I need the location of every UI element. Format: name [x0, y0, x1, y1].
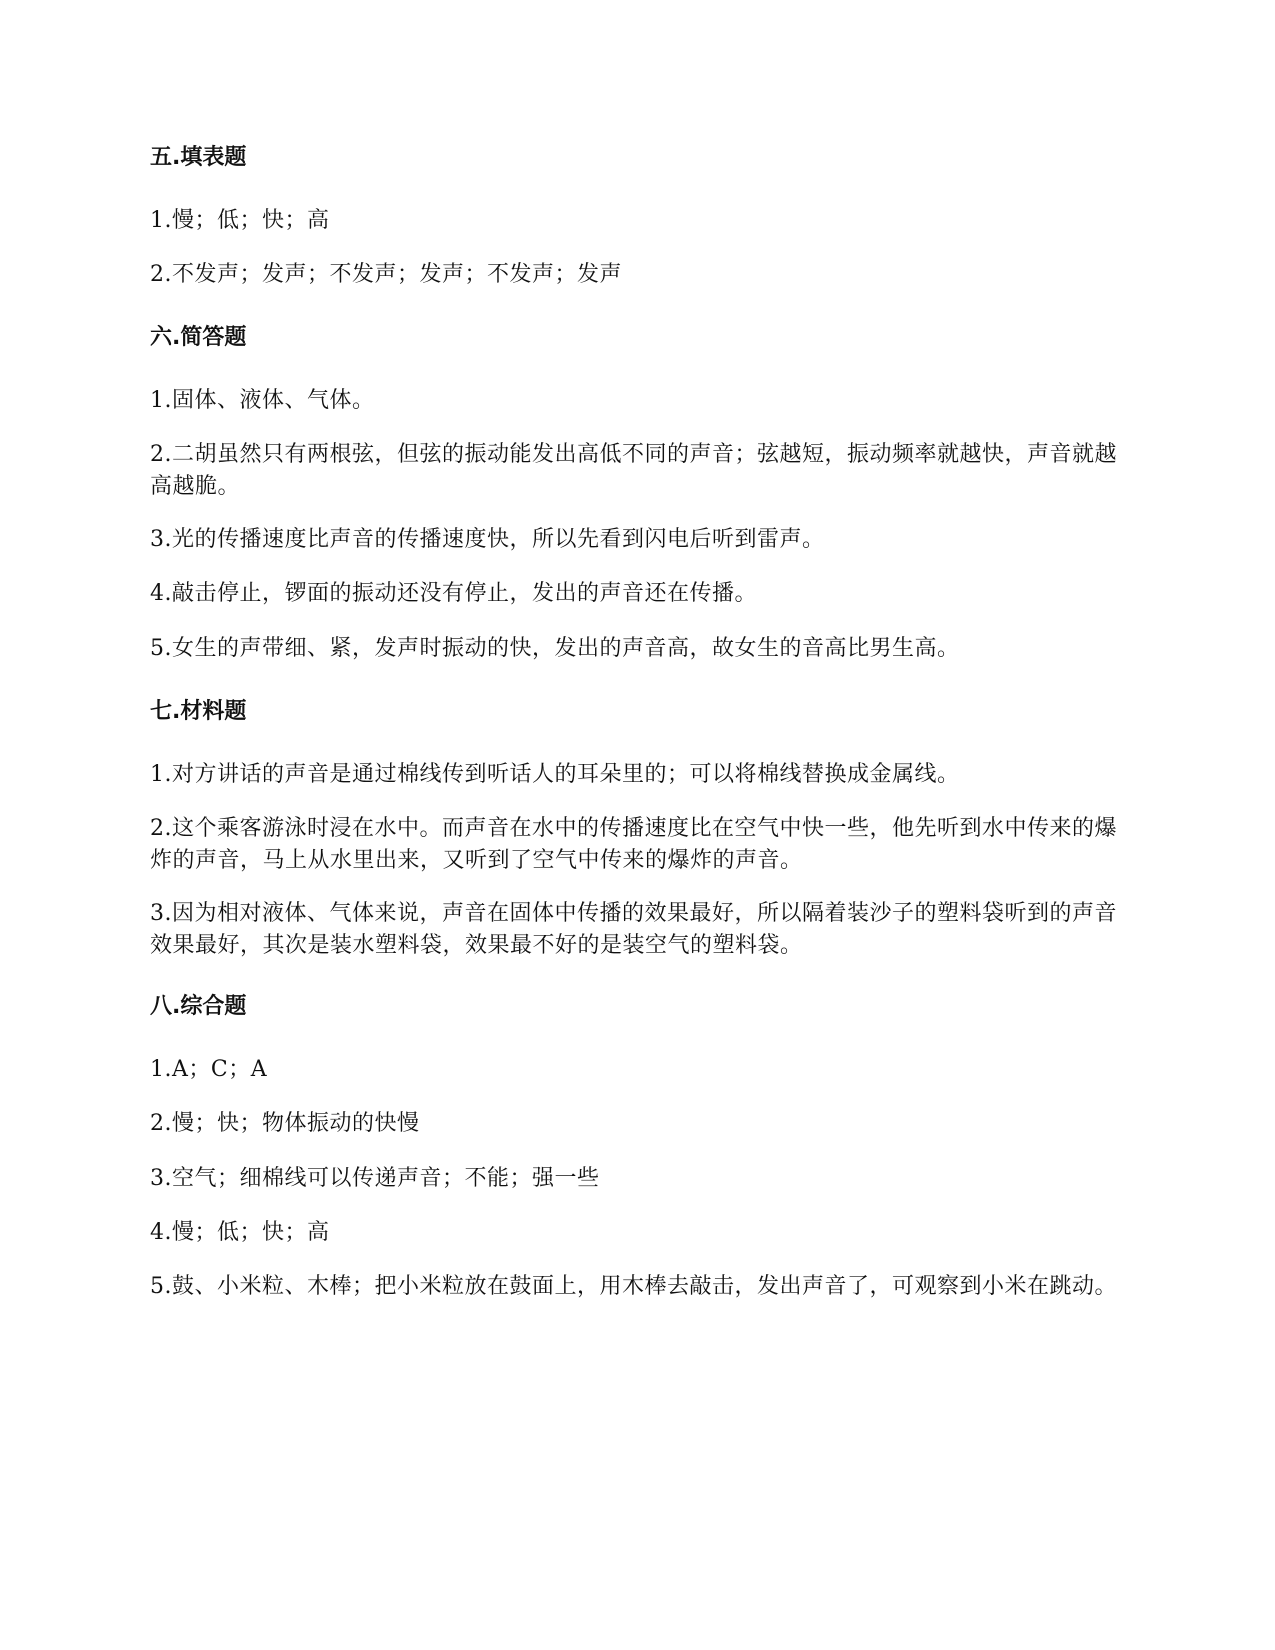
answer-item: 1.A；C；A — [150, 1057, 268, 1082]
answer-item: 3.光的传播速度比声音的传播速度快，所以先看到闪电后听到雷声。 — [150, 527, 825, 552]
answer-item: 1.对方讲话的声音是通过棉线传到听话人的耳朵里的；可以将棉线替换成金属线。 — [150, 762, 960, 787]
answer-item: 2.二胡虽然只有两根弦，但弦的振动能发出高低不同的声音；弦越短，振动频率就越快，声音就越高越脆。 — [150, 442, 1117, 499]
section-title-8: 八.综合题 — [150, 994, 247, 1019]
answer-item: 2.慢；快；物体振动的快慢 — [150, 1111, 420, 1136]
answer-item: 3.空气；细棉线可以传递声音；不能；强一些 — [150, 1166, 600, 1191]
answer-item: 1.固体、液体、气体。 — [150, 388, 375, 413]
answer-item: 5.鼓、小米粒、木棒；把小米粒放在鼓面上，用木棒去敲击，发出声音了，可观察到小米在跳动。 — [150, 1274, 1117, 1299]
answer-item: 5.女生的声带细、紧，发声时振动的快，发出的声音高，故女生的音高比男生高。 — [150, 636, 960, 661]
section-title-6: 六.简答题 — [150, 325, 247, 350]
answer-item: 4.慢；低；快；高 — [150, 1220, 330, 1245]
answer-item: 2.这个乘客游泳时浸在水中。而声音在水中的传播速度比在空气中快一些，他先听到水中传来的爆炸的声音，马上从水里出来，又听到了空气中传来的爆炸的声音。 — [150, 816, 1117, 873]
answer-item: 3.因为相对液体、气体来说，声音在固体中传播的效果最好，所以隔着装沙子的塑料袋听到的声音效果最好，其次是装水塑料袋，效果最不好的是装空气的塑料袋。 — [150, 901, 1117, 958]
answer-item: 1.慢；低；快；高 — [150, 208, 330, 233]
answer-item: 2.不发声；发声；不发声；发声；不发声；发声 — [150, 262, 622, 287]
answer-item: 4.敲击停止，锣面的振动还没有停止，发出的声音还在传播。 — [150, 581, 757, 606]
section-title-7: 七.材料题 — [150, 699, 247, 724]
section-title-5: 五.填表题 — [150, 145, 247, 170]
